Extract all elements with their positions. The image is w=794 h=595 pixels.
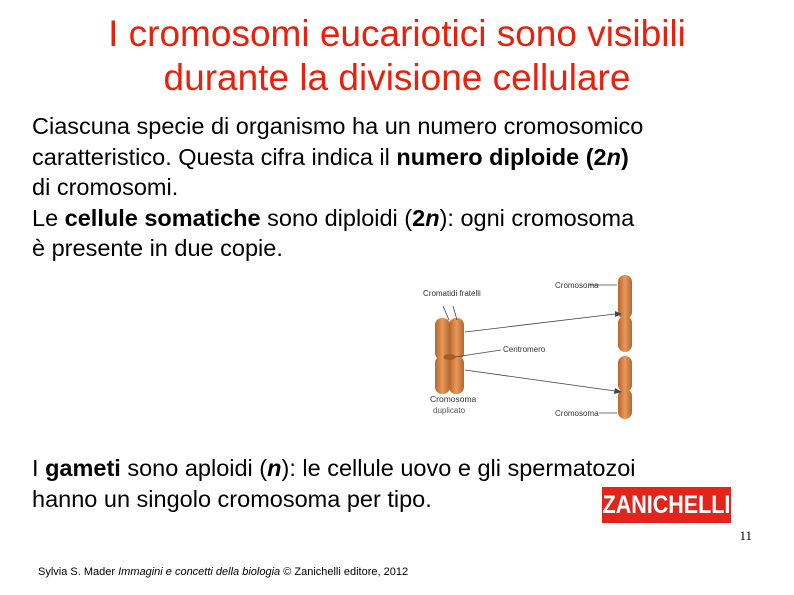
haploid-symbol xyxy=(267,455,281,481)
text-segment: sono aploidi ( xyxy=(120,455,268,481)
label-duplicated-chromosome: Cromosoma xyxy=(430,394,477,404)
text-segment: Le xyxy=(32,204,65,231)
footer-publisher: © Zanichelli editore, 2012 xyxy=(280,566,409,578)
zanichelli-logo: ZANICHELLI xyxy=(602,487,731,523)
footer-author: Sylvia S. Mader xyxy=(38,566,119,578)
arrow-line-top xyxy=(465,314,615,332)
title-line-1: I cromosomi eucariotici sono visibili xyxy=(108,13,686,54)
gametes-line-2: hanno un singolo cromosoma per tipo. xyxy=(32,485,432,512)
pointer-line xyxy=(453,306,457,320)
label-duplicated: duplicato xyxy=(433,406,466,415)
intro-paragraph xyxy=(32,111,772,264)
n-symbol: n xyxy=(606,143,621,170)
paragraph-line-3: di cromosomi. xyxy=(32,174,179,200)
slide-title xyxy=(0,12,794,100)
somatic-cells-term: cellule somatiche xyxy=(64,204,261,231)
text-segment: 2 xyxy=(412,204,426,231)
title-line-2: durante la divisione cellulare xyxy=(163,57,631,98)
chromosome-diagram xyxy=(415,270,645,420)
text-segment: ): le cellule uovo e gli spermatozoi xyxy=(281,455,636,481)
diploid-number-term xyxy=(396,144,628,170)
diploid-symbol xyxy=(412,205,439,231)
arrow-line-bottom xyxy=(465,370,615,391)
text-segment: ) xyxy=(620,143,629,170)
paragraph-line-4 xyxy=(32,203,772,234)
slide-number: 11 xyxy=(739,528,752,543)
paragraph-line-1: Ciascuna specie di organismo ha un numero cromosomico xyxy=(32,113,644,139)
gametes-term: gameti xyxy=(45,455,121,481)
footer-credit xyxy=(38,566,408,578)
pointer-line xyxy=(443,306,449,320)
text-segment: sono diploidi ( xyxy=(260,204,413,231)
text-segment: I xyxy=(32,455,46,481)
chromosome-bottom xyxy=(618,356,632,419)
n-symbol: n xyxy=(267,455,282,481)
label-chromosome-top: Cromosoma xyxy=(555,281,599,290)
gametes-line-1 xyxy=(32,453,772,484)
paragraph-line-5: è presente in due copie. xyxy=(32,235,283,261)
label-chromosome-bottom: Cromosoma xyxy=(555,409,599,418)
paragraph-line-2 xyxy=(32,142,772,173)
text-segment: ): ogni cromosoma xyxy=(439,204,635,231)
label-sister-chromatids: Cromatidi fratelli xyxy=(423,289,481,298)
text-segment: caratteristico. Questa cifra indica il xyxy=(32,143,397,170)
footer-book-title: Immagini e concetti della biologia xyxy=(118,566,281,578)
n-symbol: n xyxy=(425,204,440,231)
label-centromere: Centromero xyxy=(503,345,546,354)
text-segment: numero diploide (2 xyxy=(396,143,607,170)
